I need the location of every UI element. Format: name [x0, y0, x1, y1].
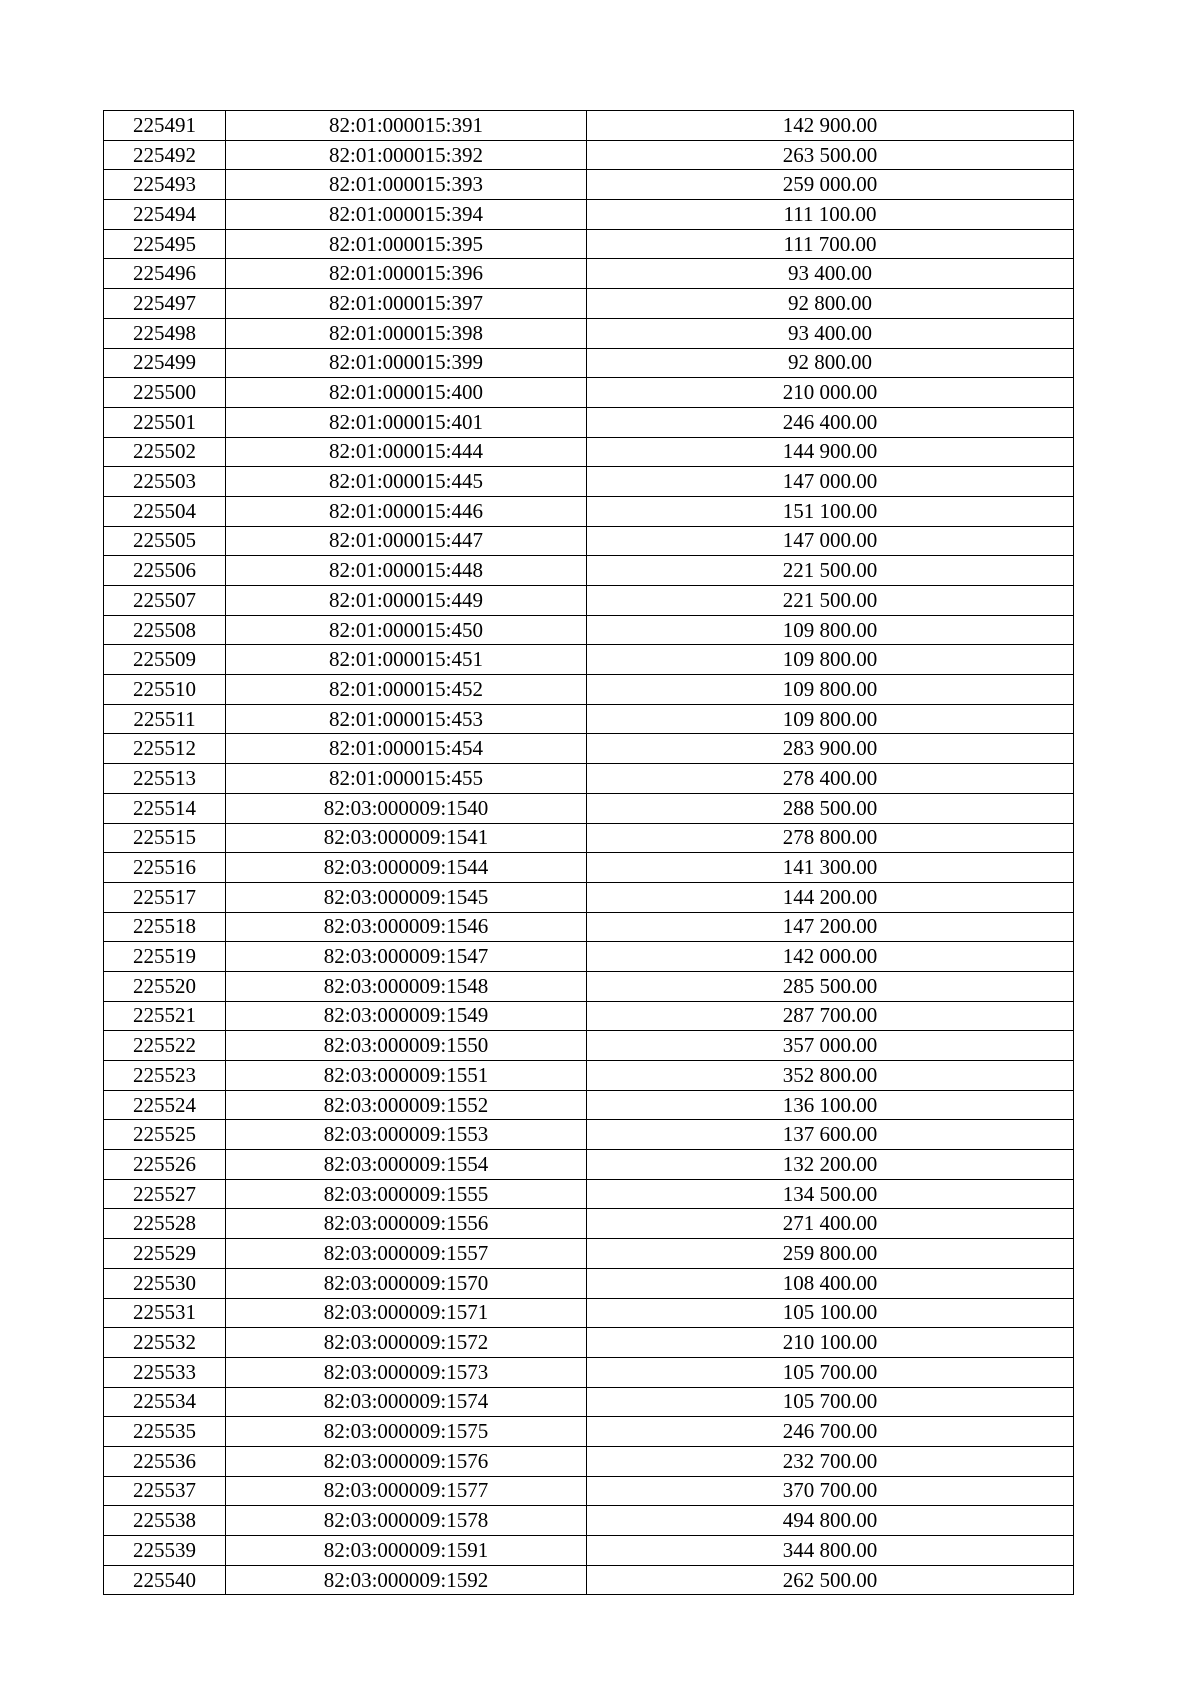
cadastral-number-cell: 82:03:000009:1547 [226, 942, 587, 972]
table-row [104, 378, 1074, 408]
cadastral-number-cell: 82:03:000009:1573 [226, 1357, 587, 1387]
cadastral-value-cell: 370 700.00 [587, 1476, 1074, 1506]
cadastral-number-cell: 82:03:000009:1592 [226, 1565, 587, 1595]
cadastral-value-cell: 352 800.00 [587, 1061, 1074, 1091]
row-number-cell: 225527 [104, 1179, 226, 1209]
cadastral-number-cell: 82:01:000015:401 [226, 407, 587, 437]
row-number-cell: 225526 [104, 1150, 226, 1180]
table-row [104, 229, 1074, 259]
cadastral-number-cell: 82:03:000009:1575 [226, 1417, 587, 1447]
row-number-cell: 225539 [104, 1536, 226, 1566]
cadastral-value-cell: 283 900.00 [587, 734, 1074, 764]
cadastral-value-cell: 232 700.00 [587, 1446, 1074, 1476]
cadastral-value-cell: 109 800.00 [587, 645, 1074, 675]
row-number-cell: 225510 [104, 675, 226, 705]
table-row [104, 1061, 1074, 1091]
table-row [104, 615, 1074, 645]
cadastral-value-cell: 141 300.00 [587, 853, 1074, 883]
cadastral-number-cell: 82:01:000015:394 [226, 200, 587, 230]
table-row [104, 1120, 1074, 1150]
cadastral-number-cell: 82:03:000009:1546 [226, 912, 587, 942]
cadastral-number-cell: 82:01:000015:447 [226, 526, 587, 556]
row-number-cell: 225521 [104, 1001, 226, 1031]
cadastral-value-cell: 147 000.00 [587, 526, 1074, 556]
cadastral-number-cell: 82:03:000009:1555 [226, 1179, 587, 1209]
table-row [104, 675, 1074, 705]
cadastral-value-cell: 92 800.00 [587, 289, 1074, 319]
table-body [104, 111, 1074, 1595]
table-row [104, 1387, 1074, 1417]
table-row [104, 734, 1074, 764]
cadastral-number-cell: 82:03:000009:1576 [226, 1446, 587, 1476]
row-number-cell: 225493 [104, 170, 226, 200]
cadastral-number-cell: 82:03:000009:1570 [226, 1268, 587, 1298]
cadastral-number-cell: 82:03:000009:1574 [226, 1387, 587, 1417]
cadastral-value-cell: 144 200.00 [587, 882, 1074, 912]
cadastral-value-cell: 494 800.00 [587, 1506, 1074, 1536]
row-number-cell: 225509 [104, 645, 226, 675]
row-number-cell: 225515 [104, 823, 226, 853]
cadastral-value-cell: 246 400.00 [587, 407, 1074, 437]
table-row [104, 170, 1074, 200]
table-row [104, 526, 1074, 556]
row-number-cell: 225502 [104, 437, 226, 467]
cadastral-number-cell: 82:01:000015:396 [226, 259, 587, 289]
cadastral-value-cell: 263 500.00 [587, 140, 1074, 170]
row-number-cell: 225530 [104, 1268, 226, 1298]
cadastral-number-cell: 82:01:000015:450 [226, 615, 587, 645]
table-row [104, 1328, 1074, 1358]
row-number-cell: 225492 [104, 140, 226, 170]
row-number-cell: 225495 [104, 229, 226, 259]
cadastral-number-cell: 82:03:000009:1552 [226, 1090, 587, 1120]
cadastral-value-cell: 105 700.00 [587, 1357, 1074, 1387]
cadastral-value-cell: 105 100.00 [587, 1298, 1074, 1328]
row-number-cell: 225519 [104, 942, 226, 972]
cadastral-number-cell: 82:01:000015:444 [226, 437, 587, 467]
table-row [104, 1476, 1074, 1506]
cadastral-value-cell: 210 000.00 [587, 378, 1074, 408]
row-number-cell: 225508 [104, 615, 226, 645]
row-number-cell: 225499 [104, 348, 226, 378]
table-row [104, 200, 1074, 230]
cadastral-value-cell: 221 500.00 [587, 586, 1074, 616]
row-number-cell: 225524 [104, 1090, 226, 1120]
table-row [104, 1565, 1074, 1595]
row-number-cell: 225491 [104, 111, 226, 141]
table-row [104, 318, 1074, 348]
table-row [104, 556, 1074, 586]
cadastral-number-cell: 82:03:000009:1551 [226, 1061, 587, 1091]
cadastral-number-cell: 82:01:000015:398 [226, 318, 587, 348]
cadastral-number-cell: 82:01:000015:449 [226, 586, 587, 616]
row-number-cell: 225516 [104, 853, 226, 883]
table-row [104, 1209, 1074, 1239]
table-row [104, 1298, 1074, 1328]
cadastral-value-cell: 259 800.00 [587, 1239, 1074, 1269]
cadastral-number-cell: 82:01:000015:399 [226, 348, 587, 378]
cadastral-value-cell: 136 100.00 [587, 1090, 1074, 1120]
cadastral-number-cell: 82:03:000009:1578 [226, 1506, 587, 1536]
cadastral-number-cell: 82:01:000015:397 [226, 289, 587, 319]
row-number-cell: 225534 [104, 1387, 226, 1417]
row-number-cell: 225500 [104, 378, 226, 408]
cadastral-value-cell: 271 400.00 [587, 1209, 1074, 1239]
cadastral-number-cell: 82:01:000015:454 [226, 734, 587, 764]
cadastral-number-cell: 82:03:000009:1549 [226, 1001, 587, 1031]
cadastral-number-cell: 82:03:000009:1550 [226, 1031, 587, 1061]
cadastral-number-cell: 82:03:000009:1545 [226, 882, 587, 912]
cadastral-number-cell: 82:03:000009:1540 [226, 793, 587, 823]
cadastral-value-cell: 262 500.00 [587, 1565, 1074, 1595]
cadastral-value-cell: 109 800.00 [587, 615, 1074, 645]
row-number-cell: 225522 [104, 1031, 226, 1061]
row-number-cell: 225529 [104, 1239, 226, 1269]
table-row [104, 823, 1074, 853]
cadastral-value-cell: 108 400.00 [587, 1268, 1074, 1298]
table-row [104, 1001, 1074, 1031]
table-row [104, 971, 1074, 1001]
cadastral-number-cell: 82:01:000015:452 [226, 675, 587, 705]
table-row [104, 882, 1074, 912]
cadastral-value-cell: 132 200.00 [587, 1150, 1074, 1180]
table-row [104, 437, 1074, 467]
table-row [104, 289, 1074, 319]
cadastral-value-cell: 147 200.00 [587, 912, 1074, 942]
table-row [104, 704, 1074, 734]
cadastral-value-cell: 278 800.00 [587, 823, 1074, 853]
cadastral-number-cell: 82:03:000009:1548 [226, 971, 587, 1001]
cadastral-number-cell: 82:01:000015:445 [226, 467, 587, 497]
row-number-cell: 225498 [104, 318, 226, 348]
cadastral-number-cell: 82:01:000015:392 [226, 140, 587, 170]
table-row [104, 111, 1074, 141]
cadastral-value-cell: 111 700.00 [587, 229, 1074, 259]
cadastral-number-cell: 82:01:000015:448 [226, 556, 587, 586]
cadastral-value-cell: 109 800.00 [587, 704, 1074, 734]
row-number-cell: 225505 [104, 526, 226, 556]
table-row [104, 140, 1074, 170]
cadastral-value-cell: 288 500.00 [587, 793, 1074, 823]
row-number-cell: 225511 [104, 704, 226, 734]
table-row [104, 1417, 1074, 1447]
table-row [104, 1268, 1074, 1298]
cadastral-number-cell: 82:01:000015:451 [226, 645, 587, 675]
cadastral-value-cell: 147 000.00 [587, 467, 1074, 497]
cadastral-value-cell: 93 400.00 [587, 259, 1074, 289]
cadastral-value-cell: 344 800.00 [587, 1536, 1074, 1566]
table-row [104, 496, 1074, 526]
cadastral-value-table [103, 110, 1074, 1595]
cadastral-value-cell: 109 800.00 [587, 675, 1074, 705]
table-row [104, 1090, 1074, 1120]
cadastral-number-cell: 82:03:000009:1541 [226, 823, 587, 853]
cadastral-number-cell: 82:03:000009:1554 [226, 1150, 587, 1180]
table-row [104, 1506, 1074, 1536]
cadastral-number-cell: 82:03:000009:1553 [226, 1120, 587, 1150]
cadastral-value-cell: 246 700.00 [587, 1417, 1074, 1447]
cadastral-number-cell: 82:03:000009:1557 [226, 1239, 587, 1269]
row-number-cell: 225525 [104, 1120, 226, 1150]
table-row [104, 1179, 1074, 1209]
cadastral-value-cell: 221 500.00 [587, 556, 1074, 586]
row-number-cell: 225540 [104, 1565, 226, 1595]
cadastral-number-cell: 82:01:000015:391 [226, 111, 587, 141]
cadastral-value-cell: 134 500.00 [587, 1179, 1074, 1209]
cadastral-value-cell: 357 000.00 [587, 1031, 1074, 1061]
cadastral-value-cell: 142 900.00 [587, 111, 1074, 141]
row-number-cell: 225504 [104, 496, 226, 526]
cadastral-number-cell: 82:01:000015:395 [226, 229, 587, 259]
cadastral-number-cell: 82:01:000015:446 [226, 496, 587, 526]
row-number-cell: 225494 [104, 200, 226, 230]
cadastral-value-cell: 142 000.00 [587, 942, 1074, 972]
cadastral-value-cell: 137 600.00 [587, 1120, 1074, 1150]
cadastral-value-cell: 287 700.00 [587, 1001, 1074, 1031]
row-number-cell: 225532 [104, 1328, 226, 1358]
cadastral-value-cell: 93 400.00 [587, 318, 1074, 348]
cadastral-number-cell: 82:01:000015:453 [226, 704, 587, 734]
table-row [104, 259, 1074, 289]
cadastral-number-cell: 82:01:000015:400 [226, 378, 587, 408]
table-row [104, 764, 1074, 794]
row-number-cell: 225496 [104, 259, 226, 289]
cadastral-number-cell: 82:01:000015:393 [226, 170, 587, 200]
cadastral-number-cell: 82:03:000009:1577 [226, 1476, 587, 1506]
row-number-cell: 225528 [104, 1209, 226, 1239]
table-row [104, 1536, 1074, 1566]
cadastral-number-cell: 82:03:000009:1572 [226, 1328, 587, 1358]
table-row [104, 348, 1074, 378]
table-row [104, 1239, 1074, 1269]
row-number-cell: 225535 [104, 1417, 226, 1447]
row-number-cell: 225538 [104, 1506, 226, 1536]
row-number-cell: 225513 [104, 764, 226, 794]
cadastral-number-cell: 82:03:000009:1544 [226, 853, 587, 883]
cadastral-value-cell: 278 400.00 [587, 764, 1074, 794]
row-number-cell: 225512 [104, 734, 226, 764]
row-number-cell: 225520 [104, 971, 226, 1001]
table-row [104, 586, 1074, 616]
cadastral-value-cell: 105 700.00 [587, 1387, 1074, 1417]
row-number-cell: 225506 [104, 556, 226, 586]
row-number-cell: 225531 [104, 1298, 226, 1328]
cadastral-number-cell: 82:03:000009:1591 [226, 1536, 587, 1566]
cadastral-value-cell: 144 900.00 [587, 437, 1074, 467]
row-number-cell: 225501 [104, 407, 226, 437]
row-number-cell: 225533 [104, 1357, 226, 1387]
row-number-cell: 225536 [104, 1446, 226, 1476]
table-row [104, 1031, 1074, 1061]
cadastral-value-cell: 210 100.00 [587, 1328, 1074, 1358]
row-number-cell: 225503 [104, 467, 226, 497]
table-row [104, 1446, 1074, 1476]
table-row [104, 912, 1074, 942]
table-row [104, 853, 1074, 883]
row-number-cell: 225518 [104, 912, 226, 942]
cadastral-value-cell: 285 500.00 [587, 971, 1074, 1001]
table-row [104, 1357, 1074, 1387]
table-row [104, 1150, 1074, 1180]
table-row [104, 467, 1074, 497]
table-row [104, 645, 1074, 675]
cadastral-number-cell: 82:03:000009:1571 [226, 1298, 587, 1328]
cadastral-number-cell: 82:03:000009:1556 [226, 1209, 587, 1239]
cadastral-value-cell: 259 000.00 [587, 170, 1074, 200]
row-number-cell: 225514 [104, 793, 226, 823]
cadastral-value-cell: 111 100.00 [587, 200, 1074, 230]
cadastral-number-cell: 82:01:000015:455 [226, 764, 587, 794]
row-number-cell: 225537 [104, 1476, 226, 1506]
row-number-cell: 225523 [104, 1061, 226, 1091]
table-row [104, 793, 1074, 823]
table-row [104, 942, 1074, 972]
cadastral-value-cell: 92 800.00 [587, 348, 1074, 378]
cadastral-value-cell: 151 100.00 [587, 496, 1074, 526]
row-number-cell: 225497 [104, 289, 226, 319]
table-row [104, 407, 1074, 437]
row-number-cell: 225517 [104, 882, 226, 912]
row-number-cell: 225507 [104, 586, 226, 616]
